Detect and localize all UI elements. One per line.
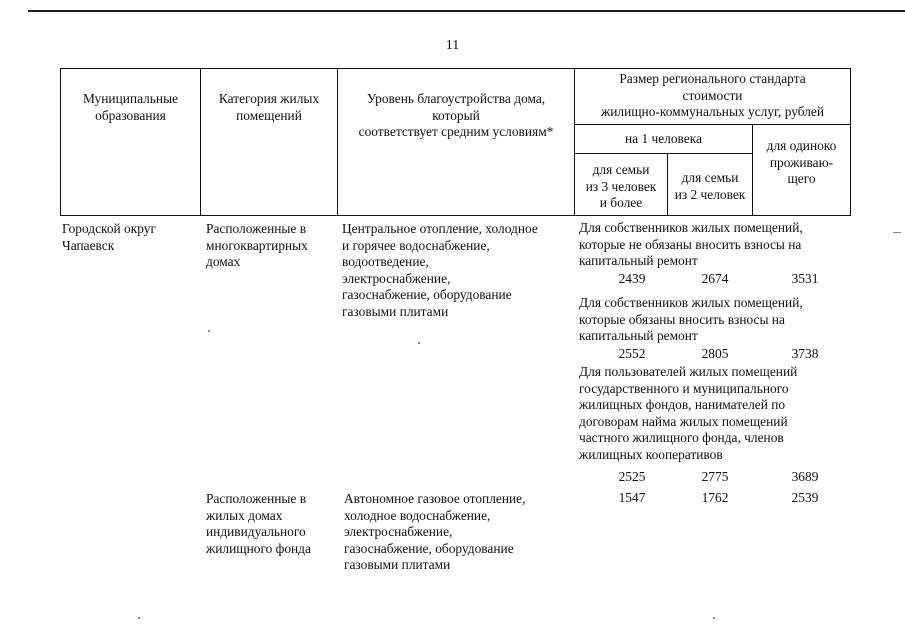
scan-top-rule [28,10,905,12]
header-improvement-level: Уровень благоустройства дома, который соответствует средним условиям* [358,91,554,139]
value-single: 3738 [791,346,819,361]
header-family-3: для семьи из 3 человек и более [585,162,657,210]
group-label-tenants: Для пользователей жилых помещений государственного и муниципального жилищных фондов, нанимателей по договорам найма жилых помещений частного жилищного фонда, членов жилищных кооперативов [579,364,798,462]
header-bottom-border [60,215,851,216]
scan-speck [138,617,140,619]
header-per-person: на 1 человека [625,131,702,146]
header-family-2: для семьи из 2 человек [674,170,746,202]
value-family2: 2674 [701,271,729,286]
value-family2: 2775 [701,469,729,484]
row-improvement-level: Автономное газовое отопление, холодное водоснабжение, электроснабжение, газоснабжение, оборудование газовыми плитами [344,491,526,572]
value-family3: 1547 [618,490,646,505]
scan-speck [418,342,420,344]
header-divider-standard [574,124,851,125]
row-category: Расположенные в многоквартирных домах [206,221,308,269]
table-top-border [60,68,851,69]
row-category: Расположенные в жилых домах индивидуального жилищного фонда [206,491,311,556]
group-label-capital-repair: Для собственников жилых помещений, которые обязаны вносить взносы на капитальный ремонт [579,295,803,343]
header-single: для одиноко проживаю- щего [766,138,837,186]
header-municipality: Муниципальные образования [82,91,179,123]
scan-speck [893,232,901,233]
value-family3: 2525 [618,469,646,484]
header-right-border [850,68,851,216]
value-family3: 2439 [618,271,646,286]
group-label-no-capital-repair: Для собственников жилых помещений, которые не обязаны вносить взносы на капитальный ремонт [579,220,803,268]
page-number: 11 [445,38,460,53]
value-single: 3689 [791,469,819,484]
scan-speck [713,617,715,619]
value-single: 3531 [791,271,819,286]
scan-speck [208,330,210,332]
row-municipality: Городской округ Чапаевск [62,221,156,253]
header-regional-standard: Размер регионального стандарта стоимости жилищно-коммунальных услуг, рублей [600,71,825,119]
header-divider-per-person [574,153,752,154]
value-family2: 2805 [701,346,729,361]
value-family2: 1762 [701,490,729,505]
value-family3: 2552 [618,346,646,361]
row-improvement-level: Центральное отопление, холодное и горячее водоснабжение, водоотведение, электроснабжение, газоснабжение, оборудование газовыми плитами [342,221,538,319]
value-single: 2539 [791,490,819,505]
header-category: Категория жилых помещений [218,91,320,123]
